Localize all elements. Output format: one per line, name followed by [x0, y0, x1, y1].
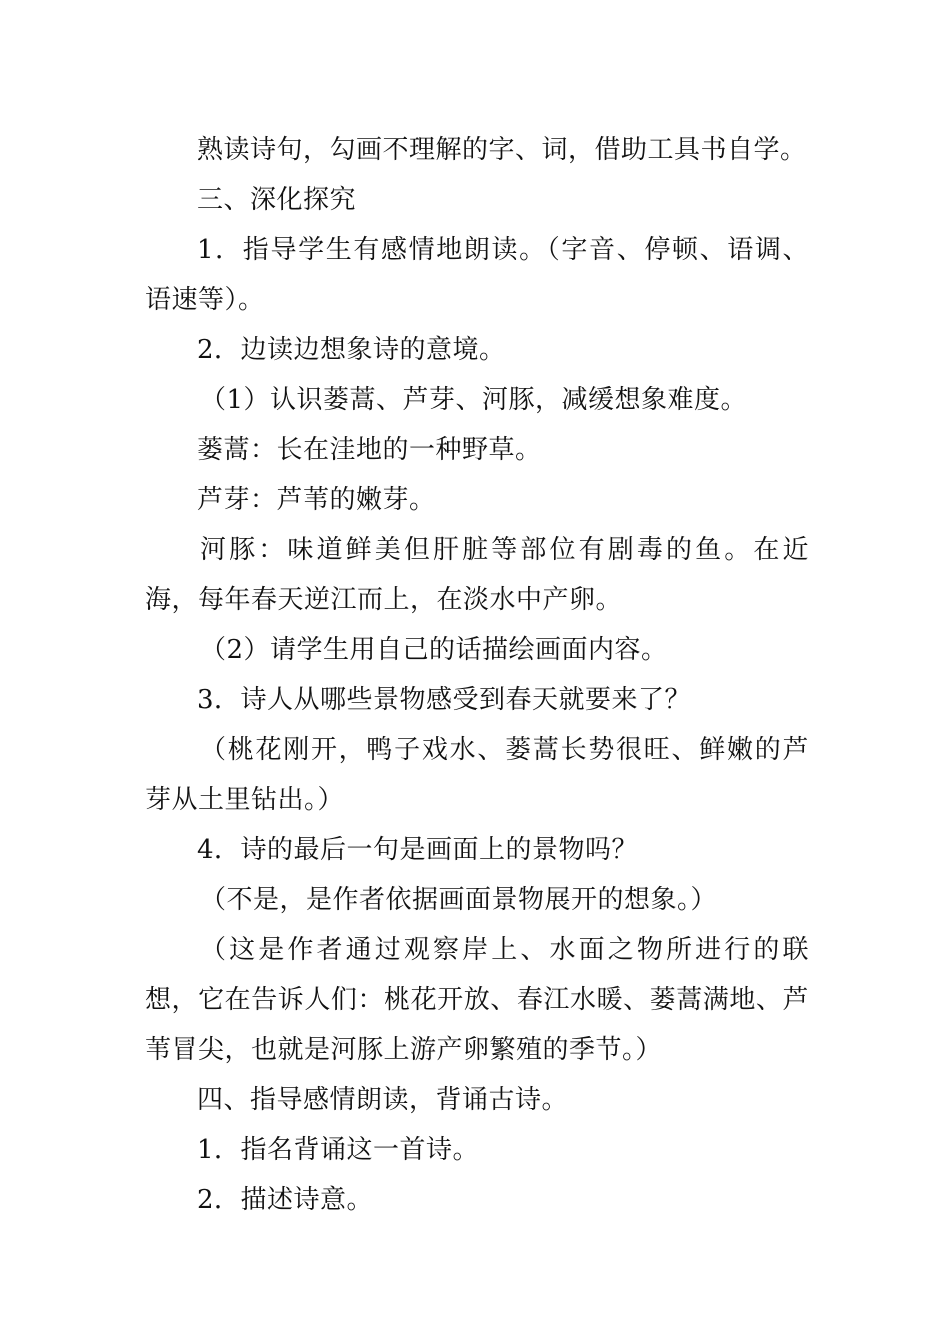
- paragraph: 2．边读边想象诗的意境。: [197, 335, 506, 365]
- paragraph: 熟读诗句，勾画不理解的字、词，借助工具书自学。: [197, 135, 807, 165]
- paragraph: 芦芽：芦苇的嫩芽。: [197, 485, 436, 515]
- paragraph: （不是，是作者依据画面景物展开的想象。）: [200, 885, 718, 915]
- paragraph: 2．描述诗意。: [197, 1185, 374, 1215]
- paragraph: （2）请学生用自己的话描绘画面内容。: [200, 635, 668, 665]
- paragraph: 蒌蒿：长在洼地的一种野草。: [197, 435, 542, 465]
- paragraph: 4．诗的最后一句是画面上的景物吗？: [197, 835, 639, 865]
- section-heading: 四、指导感情朗读，背诵古诗。: [197, 1085, 569, 1115]
- paragraph: （1）认识蒌蒿、芦芽、河豚，减缓想象难度。: [200, 385, 748, 415]
- paragraph: 1．指导学生有感情地朗读。（字音、停顿、语调、语速等）。: [145, 235, 809, 315]
- paragraph: 河豚：味道鲜美但肝脏等部位有剧毒的鱼。在近海，每年春天逆江而上，在淡水中产卵。: [145, 535, 809, 615]
- section-heading: 三、深化探究: [197, 185, 357, 215]
- paragraph: （这是作者通过观察岸上、水面之物所进行的联想，它在告诉人们：桃花开放、春江水暖、蒌蒿满地、芦苇冒尖，也就是河豚上游产卵繁殖的季节。）: [145, 935, 809, 1065]
- paragraph: 3．诗人从哪些景物感受到春天就要来了？: [197, 685, 692, 715]
- paragraph: 1．指名背诵这一首诗。: [197, 1135, 480, 1165]
- paragraph: （桃花刚开，鸭子戏水、蒌蒿长势很旺、鲜嫩的芦芽从土里钻出。）: [145, 735, 809, 815]
